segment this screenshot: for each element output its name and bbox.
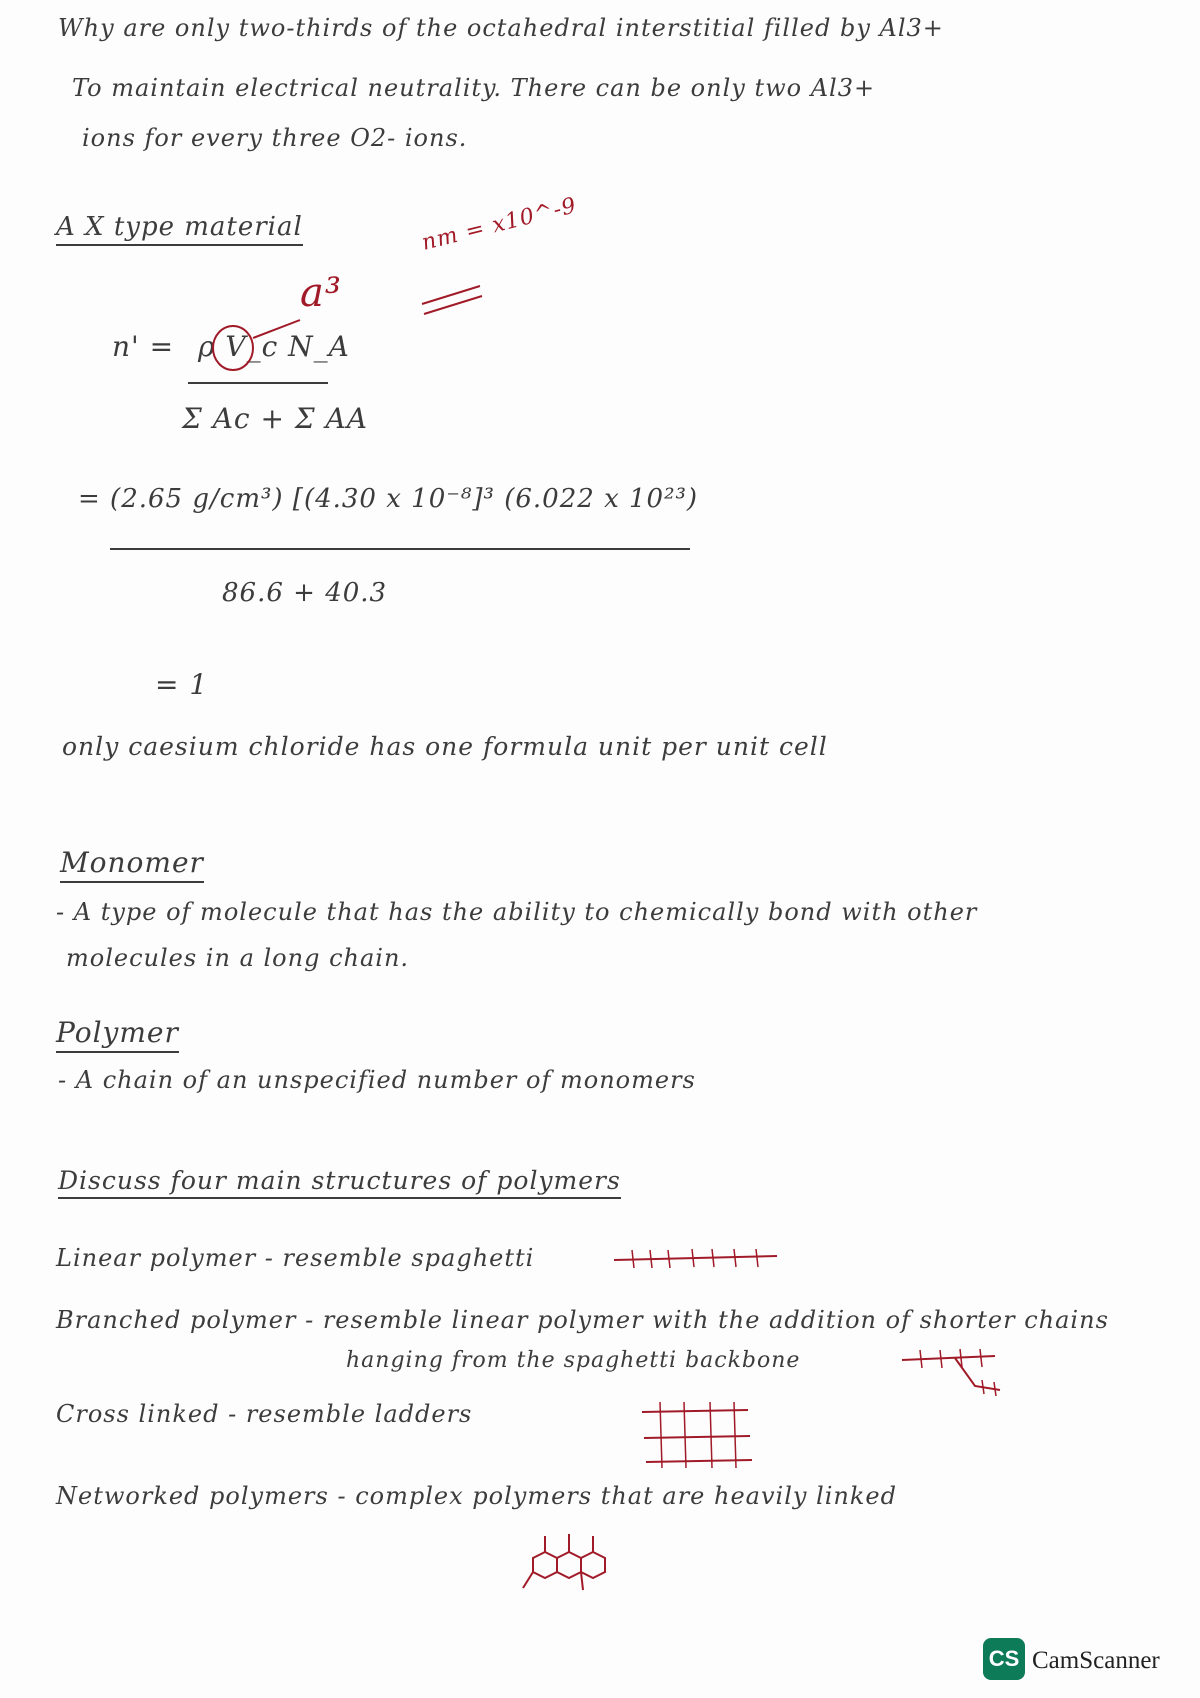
monomer-definition-1: - A type of molecule that has the ability to chemically bond with other	[56, 898, 978, 926]
camscanner-logo: CS	[983, 1638, 1025, 1680]
branched-polymer-line-1: Branched polymer - resemble linear polymer with the addition of shorter chains	[56, 1306, 1109, 1334]
polymer-heading: Polymer	[56, 1016, 179, 1053]
monomer-definition-2: molecules in a long chain.	[66, 944, 410, 972]
margin-note-nm: nm = x10^-9	[419, 193, 580, 256]
equation-a-cubed: a³	[300, 270, 342, 316]
cross-linked-sketch	[640, 1398, 760, 1473]
substitution-fraction-bar	[110, 548, 690, 550]
branched-polymer-sketch	[900, 1346, 1010, 1396]
discuss-heading: Discuss four main structures of polymers	[58, 1166, 621, 1199]
result-value: = 1	[155, 668, 209, 701]
polymer-definition: - A chain of an unspecified number of monomers	[58, 1066, 696, 1094]
branched-polymer-line-2: hanging from the spaghetti backbone	[346, 1348, 801, 1373]
circled-vc-annotation	[205, 300, 325, 370]
equation-lhs: n' =	[112, 330, 175, 363]
networked-polymers-line: Networked polymers - complex polymers that are heavily linked	[56, 1482, 897, 1510]
conclusion-line: only caesium chloride has one formula unit per unit cell	[62, 732, 828, 761]
question-line: Why are only two-thirds of the octahedral interstitial filled by Al3+	[58, 14, 944, 42]
networked-polymer-sketch	[515, 1530, 605, 1600]
camscanner-brand: CamScanner	[1032, 1647, 1160, 1674]
answer-line-1: To maintain electrical neutrality. There can be only two Al3+	[72, 74, 876, 102]
answer-line-2: ions for every three O2- ions.	[82, 124, 468, 152]
substitution-numerator: = (2.65 g/cm³) [(4.30 x 10⁻⁸]³ (6.022 x 10²³)	[78, 484, 699, 514]
equation-numerator: ρ V_c N_A	[198, 330, 350, 363]
linear-polymer-line: Linear polymer - resemble spaghetti	[56, 1244, 535, 1272]
equation-denominator: Σ Ac + Σ AA	[182, 402, 368, 435]
heading-ax-type: A X type material	[56, 212, 303, 246]
equation-fraction-bar	[188, 382, 328, 384]
monomer-heading: Monomer	[60, 846, 204, 883]
linear-polymer-sketch	[612, 1244, 782, 1274]
substitution-denominator: 86.6 + 40.3	[222, 578, 388, 608]
cross-linked-line: Cross linked - resemble ladders	[56, 1400, 473, 1428]
margin-note-underline	[420, 282, 510, 322]
